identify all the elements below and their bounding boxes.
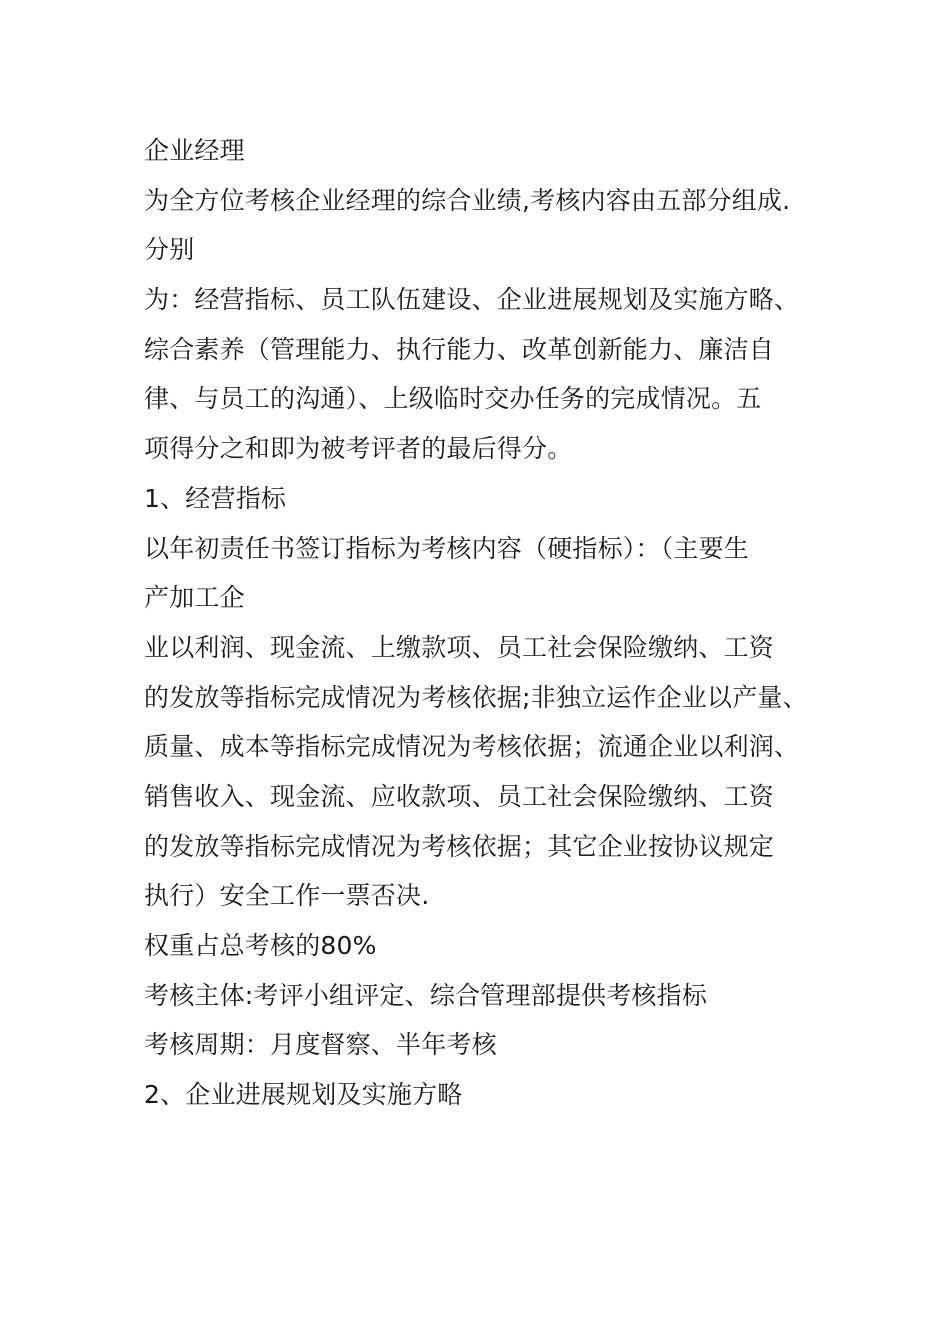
assessment-period-line: 考核周期：月度督察、半年考核 [144, 1030, 497, 1060]
paragraph-line: 为：经营指标、员工队伍建设、企业进展规划及实施方略、 [144, 285, 800, 315]
section-heading-2: 2、企业进展规划及实施方略 [144, 1080, 463, 1110]
paragraph-line: 产加工企 [144, 583, 245, 613]
document-title: 企业经理 [144, 136, 245, 165]
paragraph-line: 执行）安全工作一票否决. [144, 881, 430, 911]
paragraph-line: 质量、成本等指标完成情况为考核依据；流通企业以利润、 [144, 732, 800, 762]
paragraph-line: 综合素养（管理能力、执行能力、改革创新能力、廉洁自 [144, 334, 775, 364]
paragraph-line: 为全方位考核企业经理的综合业绩,考核内容由五部分组成. [144, 185, 791, 215]
assessment-subject-line: 考核主体:考评小组评定、综合管理部提供考核指标 [144, 980, 708, 1010]
paragraph-line: 销售收入、现金流、应收款项、员工社会保险缴纳、工资 [144, 781, 775, 811]
paragraph-line: 项得分之和即为被考评者的最后得分。 [144, 434, 573, 464]
paragraph-line: 的发放等指标完成情况为考核依据；其它企业按协议规定 [144, 831, 775, 861]
paragraph-line: 律、与员工的沟通）、上级临时交办任务的完成情况。五 [144, 384, 762, 414]
document-body [144, 126, 824, 1120]
paragraph-line: 分别 [144, 235, 195, 265]
paragraph-line: 的发放等指标完成情况为考核依据;非独立运作企业以产量、 [144, 682, 808, 712]
weight-line: 权重占总考核的80% [144, 931, 377, 960]
section-heading-1: 1、经营指标 [144, 483, 287, 513]
paragraph-line: 业以利润、现金流、上缴款项、员工社会保险缴纳、工资 [144, 632, 775, 662]
paragraph-line: 以年初责任书签订指标为考核内容（硬指标）：（主要生 [144, 533, 750, 563]
